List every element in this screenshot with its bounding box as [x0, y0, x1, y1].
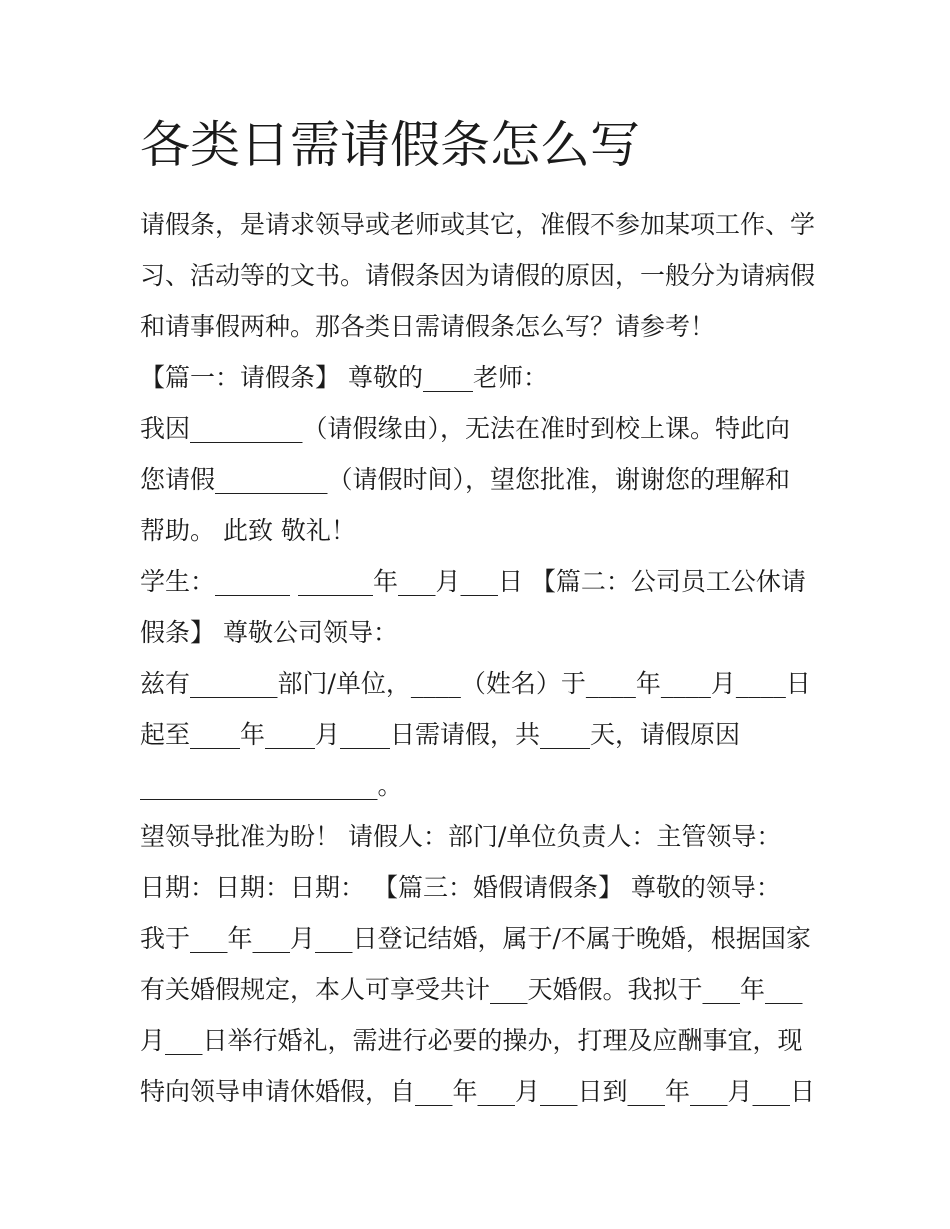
document-body	[140, 199, 820, 1117]
page-title: 各类日需请假条怎么写	[140, 116, 640, 174]
paragraph-line: 请假条，是请求领导或老师或其它，准假不参加某项工作、学	[140, 210, 816, 239]
paragraph-line: 有关婚假规定，本人可享受共计___天婚假。我拟于___年___	[140, 975, 803, 1004]
paragraph-line: ___________________。	[140, 771, 403, 800]
paragraph-line: 特向领导申请休婚假，自___年___月___日到___年___月___日	[140, 1077, 816, 1106]
paragraph-line: 起至____年____月____日需请假，共____天，请假原因	[140, 720, 741, 749]
paragraph-line: 帮助。 此致 敬礼！	[140, 516, 356, 545]
paragraph-line: 您请假_________（请假时间），望您批准，谢谢您的理解和	[140, 465, 791, 494]
paragraph-line: 日期：日期：日期： 【篇三：婚假请假条】 尊敬的领导：	[140, 873, 781, 902]
paragraph-line: 和请事假两种。那各类日需请假条怎么写？请参考！	[140, 312, 716, 341]
paragraph-line: 假条】 尊敬公司领导：	[140, 618, 398, 647]
paragraph-line: 习、活动等的文书。请假条因为请假的原因，一般分为请病假	[140, 261, 816, 290]
paragraph-line: 学生：______ ______年___月___日 【篇二：公司员工公休请	[140, 567, 806, 596]
paragraph-line: 兹有_______部门/单位，____（姓名）于____年____月____日	[140, 669, 811, 698]
paragraph-line: 我于___年___月___日登记结婚，属于/不属于晚婚，根据国家	[140, 924, 811, 953]
paragraph-line: 月___日举行婚礼，需进行必要的操办，打理及应酬事宜，现	[140, 1026, 803, 1055]
paragraph-line: 我因_________（请假缘由），无法在准时到校上课。特此向	[140, 414, 791, 443]
paragraph-line: 【篇一：请假条】 尊敬的____老师：	[140, 363, 548, 392]
paragraph-line: 望领导批准为盼！ 请假人：部门/单位负责人：主管领导：	[140, 822, 782, 851]
